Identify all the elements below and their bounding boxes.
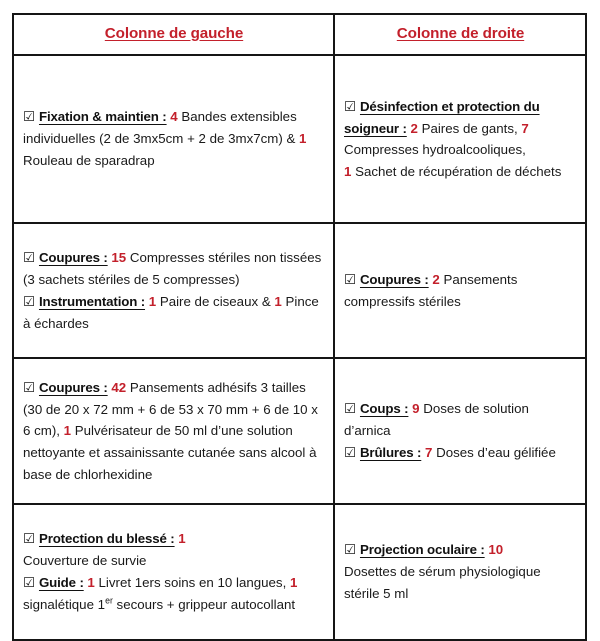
kit-entry <box>344 442 577 464</box>
entry-heading: Projection oculaire : <box>359 542 485 558</box>
entry-text: Pansements compressifs stériles <box>344 271 518 309</box>
header-label-left: Colonne de gauche <box>104 24 244 42</box>
checked-box-icon: ☑ <box>344 98 360 114</box>
entry-heading: Coupures : <box>38 249 108 265</box>
entry-text: Livret 1ers soins en 10 langues, <box>94 575 290 590</box>
quantity-value: 7 <box>424 444 433 460</box>
entry-text: Doses d’eau gélifiée <box>432 444 556 460</box>
header-cell-left-column <box>13 14 334 55</box>
quantity-value: 2 <box>410 120 418 136</box>
entry-text: Sachet de récupération de déchets <box>351 163 562 179</box>
entry-text: Bandes extensibles individuelles (2 de 3mx5cm + 2 de 3mx7cm) & <box>23 109 300 147</box>
quantity-value: 1 <box>148 293 157 309</box>
cell-content <box>23 528 325 615</box>
cell-content <box>344 539 577 604</box>
ordinal-suffix: er <box>105 595 113 606</box>
entry-heading: Désinfection et protection du soigneur : <box>344 98 540 136</box>
entry-heading: Coupures : <box>359 271 429 287</box>
kit-entry <box>23 572 325 616</box>
quantity-value: 1 <box>87 575 95 590</box>
checked-box-icon: ☑ <box>344 444 360 460</box>
entry-heading: Brûlures : <box>359 444 422 460</box>
cell-left-1 <box>13 55 334 223</box>
header-label-right: Colonne de droite <box>396 24 525 42</box>
quantity-value: 1 <box>299 131 307 147</box>
entry-heading: Instrumentation : <box>38 293 146 309</box>
entry-text: signalétique 1 <box>23 597 106 613</box>
kit-entry <box>344 96 577 183</box>
entry-text: secours + grippeur autocollant <box>112 597 296 613</box>
entry-text: Dosettes de sérum physiologique stérile 5 ml <box>344 564 541 601</box>
quantity-value: 2 <box>432 271 440 287</box>
checked-box-icon: ☑ <box>23 109 39 125</box>
cell-left-3 <box>13 358 334 504</box>
cell-left-2 <box>13 223 334 358</box>
entry-heading: Protection du blessé : <box>38 531 175 547</box>
checked-box-icon: ☑ <box>344 271 360 287</box>
entry-heading: Coups : <box>359 401 409 417</box>
cell-content <box>344 269 577 313</box>
quantity-value: 15 <box>111 249 127 265</box>
entry-text: Paires de gants, <box>417 120 522 136</box>
kit-entry <box>344 539 577 604</box>
quantity-value: 1 <box>63 423 72 439</box>
entry-text: Compresses hydroalcooliques, <box>344 142 526 158</box>
entry-text: Compresses stériles non tissées (3 sachets stériles de 5 compresses) <box>23 249 322 287</box>
table-header-row <box>13 14 586 55</box>
entry-heading: Fixation & maintien : <box>38 109 167 125</box>
checked-box-icon: ☑ <box>23 293 39 309</box>
entry-text: Pansements adhésifs 3 tailles (30 de 20 x 72 mm + 6 de 53 x 70 mm + 6 de 10 x 6 cm), <box>23 379 318 439</box>
table-row <box>13 55 586 223</box>
header-cell-right-column <box>334 14 586 55</box>
quantity-value: 4 <box>170 109 178 125</box>
quantity-value: 7 <box>521 120 529 136</box>
entry-text: Doses de solution d’arnica <box>344 401 529 439</box>
quantity-value: 10 <box>488 542 504 558</box>
quantity-value: 9 <box>412 401 420 417</box>
quantity-value: 1 <box>289 575 298 590</box>
table-row <box>13 223 586 358</box>
cell-content <box>23 377 325 485</box>
quantity-value: 1 <box>178 531 186 547</box>
table-body <box>13 55 586 640</box>
checked-box-icon: ☑ <box>23 379 39 395</box>
cell-right-2 <box>334 223 586 358</box>
entry-heading: Guide : <box>38 575 84 590</box>
kit-entry <box>23 291 325 335</box>
kit-entry <box>23 377 325 485</box>
entry-text: Paire de ciseaux & <box>156 293 275 309</box>
entry-heading: Coupures : <box>38 379 108 395</box>
cell-content <box>23 247 325 334</box>
kit-entry <box>344 269 577 313</box>
first-aid-kit-table <box>12 13 587 641</box>
quantity-value: 1 <box>344 163 352 179</box>
kit-entry <box>23 106 325 171</box>
cell-content <box>23 106 325 171</box>
quantity-value: 42 <box>111 379 127 395</box>
checked-box-icon: ☑ <box>344 401 360 417</box>
cell-right-1 <box>334 55 586 223</box>
entry-text: Pince à échardes <box>23 293 319 331</box>
table-row <box>13 358 586 504</box>
entry-text: Couverture de survie <box>23 553 147 569</box>
checked-box-icon: ☑ <box>23 531 39 547</box>
checked-box-icon: ☑ <box>344 542 360 558</box>
cell-content <box>344 398 577 464</box>
entry-text: Rouleau de sparadrap <box>23 153 155 168</box>
kit-entry <box>23 528 325 572</box>
quantity-value: 1 <box>274 293 282 309</box>
cell-content <box>344 96 577 183</box>
kit-entry <box>23 247 325 291</box>
checked-box-icon: ☑ <box>23 249 39 265</box>
entry-text: Pulvérisateur de 50 ml d’une solution nettoyante et assainissante cutanée sans alcool à base de chlorhexidine <box>23 423 317 482</box>
checked-box-icon: ☑ <box>23 575 39 590</box>
cell-right-3 <box>334 358 586 504</box>
kit-entry <box>344 398 577 442</box>
cell-right-4 <box>334 504 586 640</box>
cell-left-4 <box>13 504 334 640</box>
table-row <box>13 504 586 640</box>
